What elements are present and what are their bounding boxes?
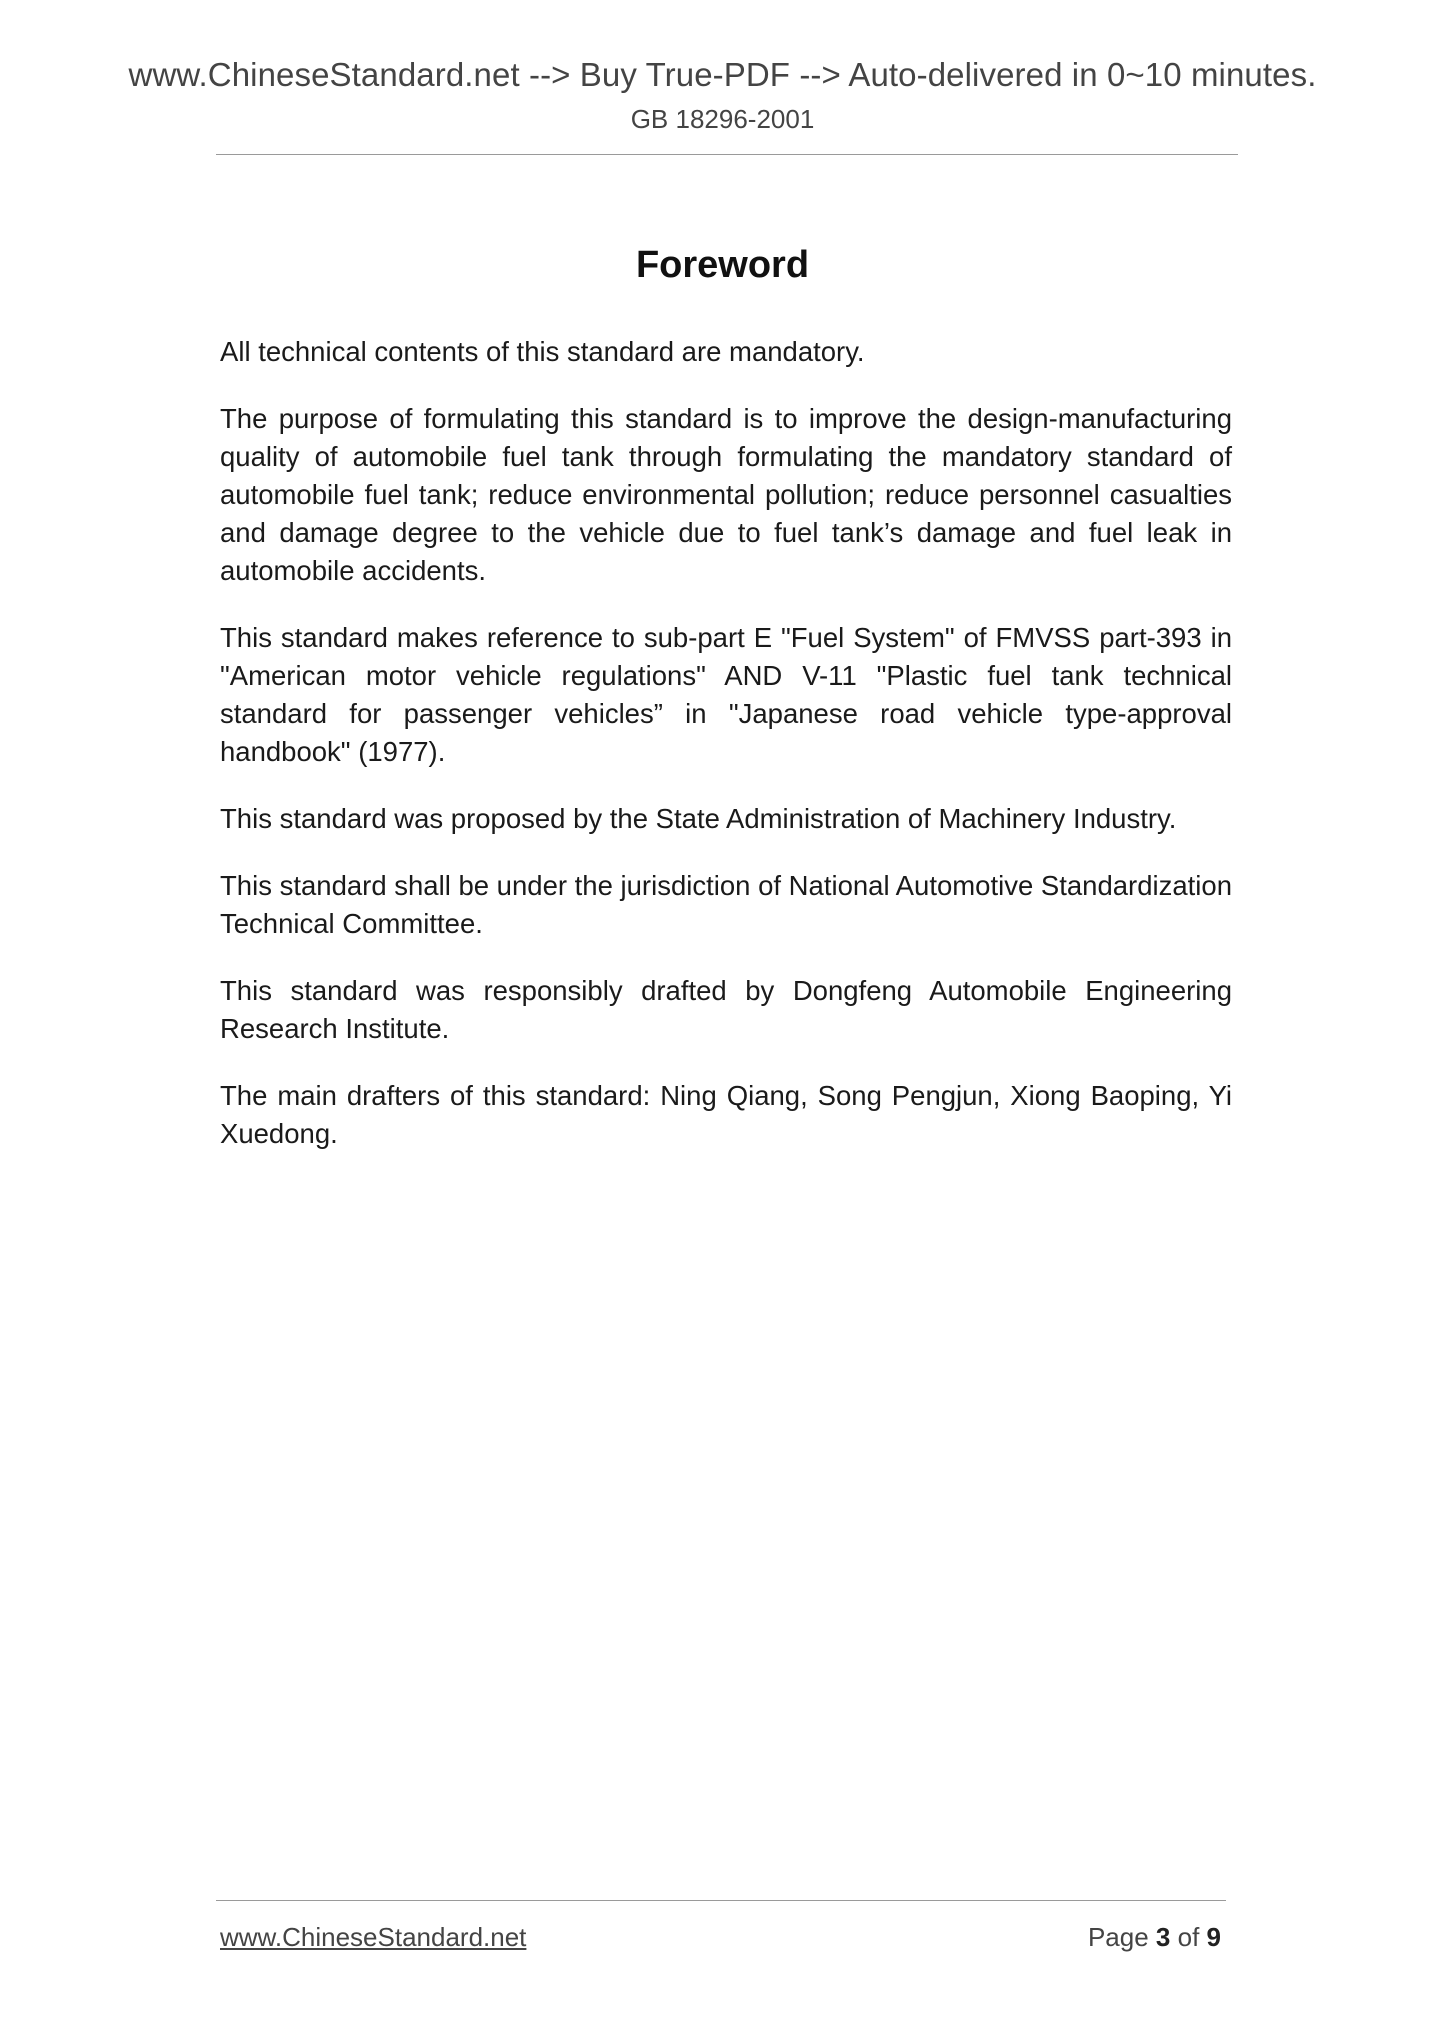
paragraph-mandatory: All technical contents of this standard are mandatory.: [220, 336, 865, 367]
paragraph-drafters: The main drafters of this standard: Ning Qiang, Song Pengjun, Xiong Baoping, Yi Xuedong.: [220, 1080, 1232, 1149]
paragraph-drafted-by: This standard was responsibly drafted by Dongfeng Automobile Engineering Research Institute.: [220, 975, 1232, 1044]
page-total: 9: [1206, 1922, 1221, 1952]
page-title: Foreword: [635, 244, 810, 286]
page-label: Page: [1087, 1922, 1156, 1952]
document-body: [220, 333, 1232, 1182]
paragraph-purpose: The purpose of formulating this standard is to improve the design-manufacturing quality of automobile fuel tank through formulating the mandatory standard of automobile fuel tank; reduce environmental pollution; reduce personnel casualties and damage degree to the vehicle due to fuel tank’s damage and fuel leak in automobile accidents.: [220, 403, 1232, 586]
page-of-label: of: [1170, 1922, 1207, 1952]
page-current: 3: [1155, 1922, 1171, 1952]
footer-website-link[interactable]: www.ChineseStandard.net: [220, 1922, 527, 1952]
header-banner: www.ChineseStandard.net --> Buy True-PDF --> Auto-delivered in 0~10 minutes.: [128, 56, 1317, 93]
footer-divider: [216, 1900, 1226, 1901]
paragraph-proposed-by: This standard was proposed by the State Administration of Machinery Industry.: [220, 803, 1177, 834]
header-divider: [216, 154, 1238, 155]
paragraph-reference: This standard makes reference to sub-part E "Fuel System" of FMVSS part-393 in "American motor vehicle regulations" AND V-11 "Plastic fuel tank technical standard for passenger vehicles” in "Japanese road vehicle type-approval handbook" (1977).: [220, 622, 1232, 767]
page-number: [1088, 1922, 1221, 1953]
standard-code: GB 18296-2001: [630, 104, 815, 134]
paragraph-jurisdiction: This standard shall be under the jurisdiction of National Automotive Standardization Technical Committee.: [220, 870, 1232, 939]
